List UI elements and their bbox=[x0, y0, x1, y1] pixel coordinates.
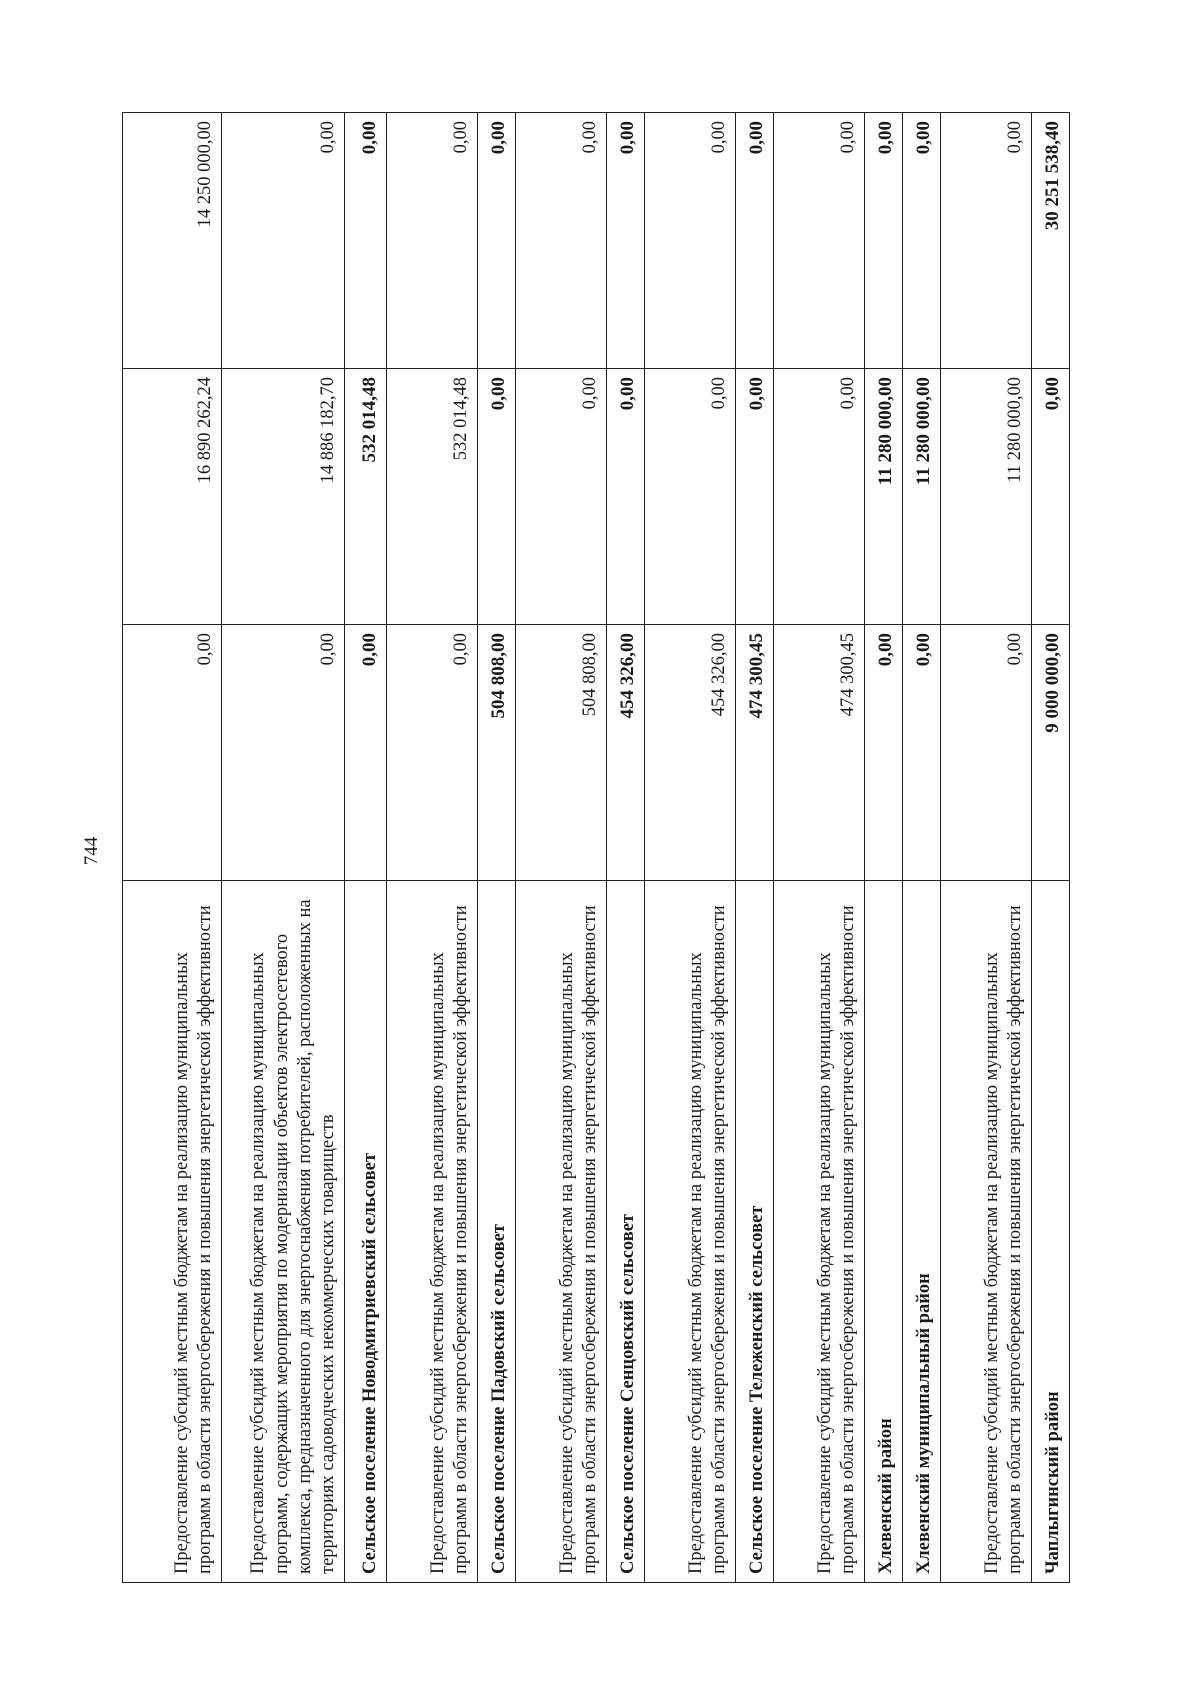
value-column-2: 0,00 bbox=[1031, 369, 1069, 625]
section-title: Сельское поселение Сенцовский сельсовет bbox=[607, 881, 645, 1583]
value-column-3: 0,00 bbox=[774, 113, 865, 369]
value-column-2: 11 280 000,00 bbox=[941, 369, 1032, 625]
page-number: 744 bbox=[81, 836, 102, 866]
value-column-3: 14 250 000,00 bbox=[123, 113, 222, 369]
table-row bbox=[941, 113, 1032, 1583]
section-title: Чаплыгинский район bbox=[1031, 881, 1069, 1583]
value-column-3: 0,00 bbox=[735, 113, 773, 369]
value-column-2: 11 280 000,00 bbox=[902, 369, 940, 625]
value-column-3: 0,00 bbox=[864, 113, 902, 369]
row-description: Предоставление субсидий местным бюджетам на реализацию муниципальных программ в области энергосбережения и повышения энергетической эффективности bbox=[645, 881, 736, 1583]
table-row-section bbox=[1031, 113, 1069, 1583]
budget-table bbox=[122, 112, 1070, 1583]
row-description: Предоставление субсидий местным бюджетам на реализацию муниципальных программ, содержащих мероприятия по модернизации объектов электросетевого комплекса, предназначенного для энергоснабжения потребителей, расположенных на территориях садоводческих некоммерческих товариществ bbox=[222, 881, 345, 1583]
value-column-1: 0,00 bbox=[941, 625, 1032, 881]
value-column-3: 0,00 bbox=[902, 113, 940, 369]
value-column-3: 0,00 bbox=[645, 113, 736, 369]
value-column-3: 30 251 538,40 bbox=[1031, 113, 1069, 369]
section-title: Сельское поселение Тележенский сельсовет bbox=[735, 881, 773, 1583]
value-column-1: 0,00 bbox=[902, 625, 940, 881]
value-column-1: 474 300,45 bbox=[735, 625, 773, 881]
row-description: Предоставление субсидий местным бюджетам на реализацию муниципальных программ в области энергосбережения и повышения энергетической эффективности bbox=[774, 881, 865, 1583]
table-row bbox=[387, 113, 478, 1583]
table-row-section bbox=[864, 113, 902, 1583]
rotated-page-content bbox=[122, 113, 1070, 1583]
value-column-3: 0,00 bbox=[344, 113, 386, 369]
value-column-2: 14 886 182,70 bbox=[222, 369, 345, 625]
value-column-1: 454 326,00 bbox=[607, 625, 645, 881]
value-column-3: 0,00 bbox=[478, 113, 516, 369]
value-column-1: 0,00 bbox=[387, 625, 478, 881]
table-row-section bbox=[902, 113, 940, 1583]
value-column-1: 454 326,00 bbox=[645, 625, 736, 881]
table-row bbox=[123, 113, 222, 1583]
value-column-2: 0,00 bbox=[735, 369, 773, 625]
value-column-3: 0,00 bbox=[941, 113, 1032, 369]
table-row bbox=[774, 113, 865, 1583]
value-column-1: 474 300,45 bbox=[774, 625, 865, 881]
table-row-section bbox=[478, 113, 516, 1583]
table-row-section bbox=[607, 113, 645, 1583]
table-row bbox=[645, 113, 736, 1583]
value-column-1: 504 808,00 bbox=[516, 625, 607, 881]
value-column-2: 532 014,48 bbox=[387, 369, 478, 625]
value-column-2: 0,00 bbox=[607, 369, 645, 625]
row-description: Предоставление субсидий местным бюджетам на реализацию муниципальных программ в области энергосбережения и повышения энергетической эффективности bbox=[387, 881, 478, 1583]
table-row bbox=[516, 113, 607, 1583]
value-column-1: 504 808,00 bbox=[478, 625, 516, 881]
value-column-1: 9 000 000,00 bbox=[1031, 625, 1069, 881]
row-description: Предоставление субсидий местным бюджетам на реализацию муниципальных программ в области энергосбережения и повышения энергетической эффективности bbox=[941, 881, 1032, 1583]
value-column-3: 0,00 bbox=[516, 113, 607, 369]
table-row bbox=[222, 113, 345, 1583]
value-column-2: 0,00 bbox=[478, 369, 516, 625]
value-column-3: 0,00 bbox=[607, 113, 645, 369]
section-title: Хлевенский район bbox=[864, 881, 902, 1583]
value-column-1: 0,00 bbox=[123, 625, 222, 881]
value-column-1: 0,00 bbox=[344, 625, 386, 881]
table-row-section bbox=[735, 113, 773, 1583]
table-row-section bbox=[344, 113, 386, 1583]
section-title: Сельское поселение Падовский сельсовет bbox=[478, 881, 516, 1583]
value-column-2: 16 890 262,24 bbox=[123, 369, 222, 625]
value-column-2: 0,00 bbox=[645, 369, 736, 625]
row-description: Предоставление субсидий местным бюджетам на реализацию муниципальных программ в области энергосбережения и повышения энергетической эффективности bbox=[123, 881, 222, 1583]
value-column-2: 532 014,48 bbox=[344, 369, 386, 625]
value-column-2: 0,00 bbox=[516, 369, 607, 625]
row-description: Предоставление субсидий местным бюджетам на реализацию муниципальных программ в области энергосбережения и повышения энергетической эффективности bbox=[516, 881, 607, 1583]
value-column-2: 0,00 bbox=[774, 369, 865, 625]
value-column-2: 11 280 000,00 bbox=[864, 369, 902, 625]
section-title: Хлевенский муниципальный район bbox=[902, 881, 940, 1583]
value-column-3: 0,00 bbox=[222, 113, 345, 369]
value-column-1: 0,00 bbox=[222, 625, 345, 881]
value-column-1: 0,00 bbox=[864, 625, 902, 881]
section-title: Сельское поселение Новодмитриевский сельсовет bbox=[344, 881, 386, 1583]
value-column-3: 0,00 bbox=[387, 113, 478, 369]
